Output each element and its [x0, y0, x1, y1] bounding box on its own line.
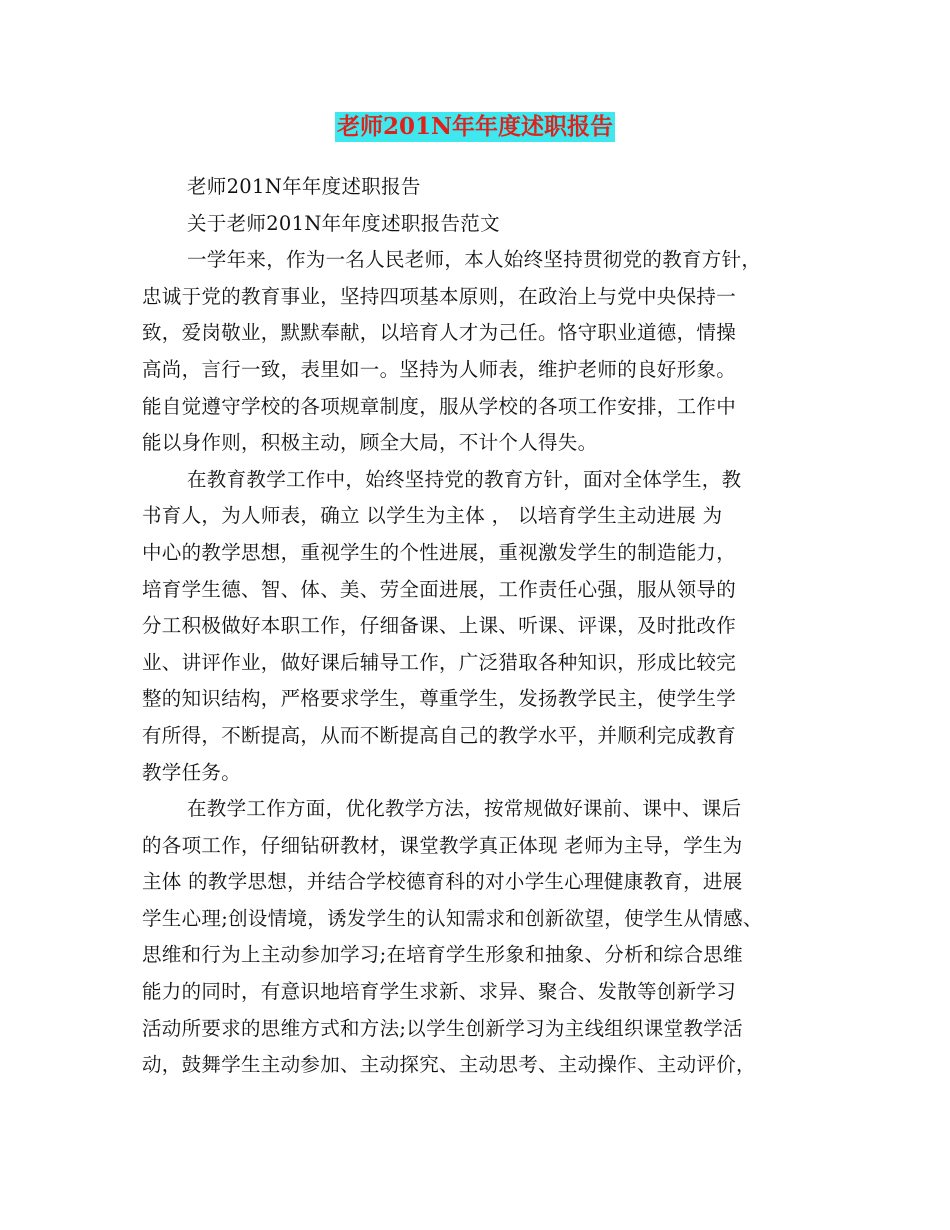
text-line: 的各项工作，仔细钻研教材，课堂教学真正体现 老师为主导，学生为 — [142, 833, 743, 857]
text-line: 培育学生德、智、体、美、劳全面进展，工作责任心强，服从领导的 — [142, 577, 737, 601]
text-line: 业、讲评作业，做好课后辅导工作，广泛猎取各种知识，形成比较完 — [142, 650, 737, 674]
text-line: 能自觉遵守学校的各项规章制度，服从学校的各项工作安排，工作中 — [142, 394, 737, 418]
text-line: 分工积极做好本职工作，仔细备课、上课、听课、评课，及时批改作 — [142, 614, 737, 638]
text-line: 整的知识结构，严格要求学生，尊重学生，发扬教学民主，使学生学 — [142, 687, 737, 711]
text-line: 能以身作则，积极主动，顾全大局，不计个人得失。 — [142, 431, 598, 455]
text-line: 思维和行为上主动参加学习;在培育学生形象和抽象、分析和综合思维 — [142, 943, 743, 967]
text-line: 在教育教学工作中，始终坚持党的教育方针，面对全体学生，教 — [187, 467, 742, 491]
text-line: 关于老师201N年年度述职报告范文 — [187, 211, 500, 235]
text-line: 能力的同时，有意识地培育学生求新、求异、聚合、发散等创新学习 — [142, 980, 737, 1004]
text-line: 活动所要求的思维方式和方法;以学生创新学习为主线组织课堂教学活 — [142, 1016, 743, 1040]
document-title: 老师201N年年度述职报告 — [336, 113, 614, 140]
text-line: 动，鼓舞学生主动参加、主动探究、主动思考、主动操作、主动评价， — [142, 1053, 756, 1077]
text-line: 中心的教学思想，重视学生的个性进展，重视激发学生的制造能力， — [142, 540, 737, 564]
text-line: 书育人，为人师表，确立 以学生为主体 ， 以培育学生主动进展 为 — [142, 504, 723, 528]
title-container — [0, 112, 950, 142]
text-line: 老师201N年年度述职报告 — [187, 175, 421, 198]
text-line: 主体 的教学思想，并结合学校德育科的对小学生心理健康教育，进展 — [142, 870, 743, 894]
text-line: 有所得，不断提高，从而不断提高自己的教学水平，并顺利完成教育 — [142, 723, 737, 747]
document-body — [142, 169, 822, 1084]
text-line: 致，爱岗敬业，默默奉献，以培育人才为己任。恪守职业道德，情操 — [142, 321, 737, 345]
text-line: 教学任务。 — [142, 760, 242, 784]
text-line: 忠诚于党的教育事业，坚持四项基本原则，在政治上与党中央保持一 — [142, 284, 737, 308]
text-line: 高尚，言行一致，表里如一。坚持为人师表，维护老师的良好形象。 — [142, 357, 737, 381]
text-line: 在教学工作方面，优化教学方法，按常规做好课前、课中、课后 — [187, 797, 742, 821]
text-line: 一学年来，作为一名人民老师，本人始终坚持贯彻党的教育方针， — [187, 248, 762, 272]
text-line: 学生心理;创设情境，诱发学生的认知需求和创新欲望，使学生从情感、 — [142, 906, 763, 930]
